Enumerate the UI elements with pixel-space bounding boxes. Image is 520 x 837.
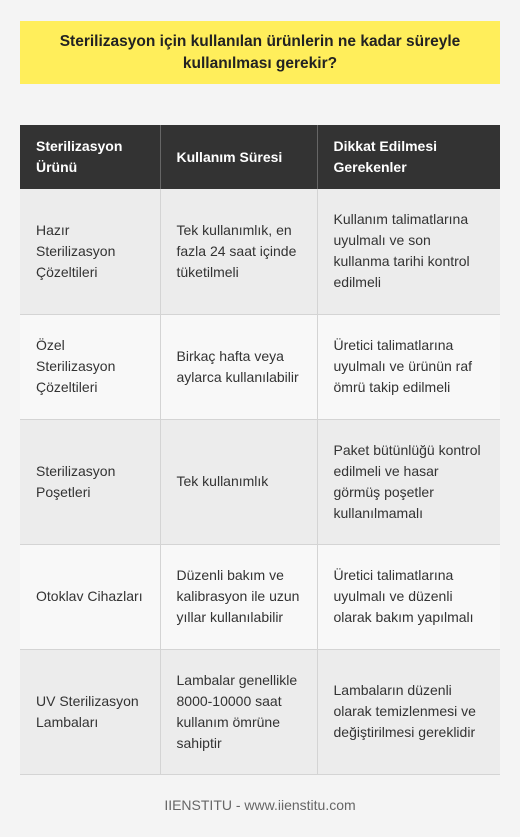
footer-credit: IIENSTITU - www.iienstitu.com	[164, 797, 356, 813]
table-row	[20, 544, 500, 649]
table-cell-product: Sterilizasyon Poşetleri	[20, 419, 160, 544]
table-cell-duration: Tek kullanımlık	[160, 419, 317, 544]
table-cell-duration: Düzenli bakım ve kalibrasyon ile uzun yıllar kullanılabilir	[160, 544, 317, 649]
table-cell-product: UV Sterilizasyon Lambaları	[20, 649, 160, 774]
table-cell-duration: Lambalar genellikle 8000-10000 saat kullanım ömrüne sahiptir	[160, 649, 317, 774]
table-cell-precautions: Paket bütünlüğü kontrol edilmeli ve hasar görmüş poşetler kullanılmamalı	[317, 419, 500, 544]
table-row	[20, 649, 500, 774]
table-cell-duration: Tek kullanımlık, en fazla 24 saat içinde tüketilmeli	[160, 189, 317, 314]
column-header-product: Sterilizasyon Ürünü	[20, 125, 160, 189]
column-header-precautions: Dikkat Edilmesi Gerekenler	[317, 125, 500, 189]
page-title: Sterilizasyon için kullanılan ürünlerin ne kadar süreyle kullanılması gerekir?	[20, 21, 500, 84]
table-row	[20, 314, 500, 419]
table-cell-product: Otoklav Cihazları	[20, 544, 160, 649]
table-cell-precautions: Üretici talimatlarına uyulmalı ve ürünün raf ömrü takip edilmeli	[317, 314, 500, 419]
table-cell-precautions: Lambaların düzenli olarak temizlenmesi ve değiştirilmesi gereklidir	[317, 649, 500, 774]
table-cell-duration: Birkaç hafta veya aylarca kullanılabilir	[160, 314, 317, 419]
sterilization-table	[20, 125, 500, 775]
table-cell-precautions: Üretici talimatlarına uyulmalı ve düzenli olarak bakım yapılmalı	[317, 544, 500, 649]
column-header-usage-duration: Kullanım Süresi	[160, 125, 317, 189]
table-row	[20, 419, 500, 544]
table-header-row	[20, 125, 500, 189]
table-cell-product: Hazır Sterilizasyon Çözeltileri	[20, 189, 160, 314]
table-cell-product: Özel Sterilizasyon Çözeltileri	[20, 314, 160, 419]
table-cell-precautions: Kullanım talimatlarına uyulmalı ve son kullanma tarihi kontrol edilmeli	[317, 189, 500, 314]
table-row	[20, 189, 500, 314]
